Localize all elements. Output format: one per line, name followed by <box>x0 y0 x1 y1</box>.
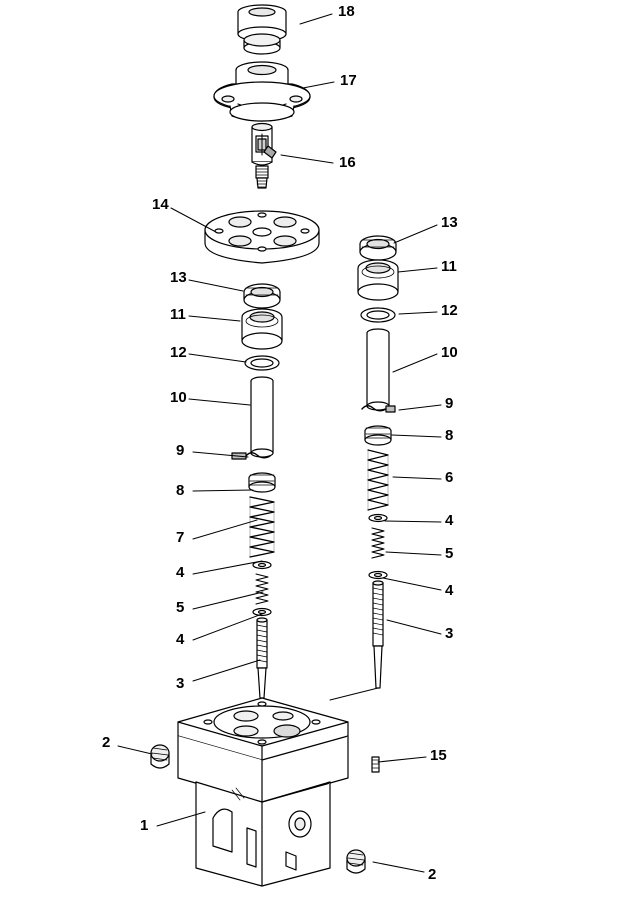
callout-15: 15 <box>430 747 447 764</box>
part-4-right-washer-upper <box>369 515 387 522</box>
callout-13-left: 13 <box>170 269 187 286</box>
part-15-pin <box>372 757 379 772</box>
callout-7: 7 <box>176 529 185 546</box>
part-2-plug-bottom <box>347 850 365 873</box>
callout-5-right: 5 <box>445 545 454 562</box>
callout-6: 6 <box>445 469 454 486</box>
callout-10-right: 10 <box>441 344 458 361</box>
part-7-spring <box>250 497 274 557</box>
callout-12-left: 12 <box>170 344 187 361</box>
callout-3-left: 3 <box>176 675 185 692</box>
part-3-left-plunger <box>257 618 267 698</box>
part-13-right-seal <box>360 236 396 260</box>
callout-3-right: 3 <box>445 625 454 642</box>
callout-9-left: 9 <box>176 442 185 459</box>
callout-2-top: 2 <box>102 734 111 751</box>
callout-4-right-lower: 4 <box>445 582 454 599</box>
callout-4-left-lower: 4 <box>176 631 185 648</box>
callout-10-left: 10 <box>170 389 187 406</box>
part-17-flange-body <box>214 62 310 121</box>
callout-9-right: 9 <box>445 395 454 412</box>
callout-14: 14 <box>152 196 169 213</box>
part-10-right-sleeve <box>367 329 389 410</box>
part-11-right-bushing <box>358 260 398 300</box>
callout-17: 17 <box>340 72 357 89</box>
part-13-left-seal <box>244 284 280 308</box>
callout-4-left-upper: 4 <box>176 564 185 581</box>
part-10-left-sleeve <box>251 377 273 457</box>
part-16-stem <box>252 124 276 189</box>
callout-5-left: 5 <box>176 599 185 616</box>
part-3-right-plunger <box>373 581 383 688</box>
part-8-left-seat <box>249 473 275 492</box>
callout-2-bottom: 2 <box>428 866 437 883</box>
part-11-left-bushing <box>242 309 282 349</box>
callout-12-right: 12 <box>441 302 458 319</box>
callout-8-left: 8 <box>176 482 185 499</box>
part-14-cover-plate <box>205 211 319 263</box>
part-5-right-spring <box>372 528 384 558</box>
part-12-left-oring <box>245 356 279 370</box>
callout-11-right: 11 <box>441 258 457 275</box>
callout-4-right-upper: 4 <box>445 512 454 529</box>
callout-13-right: 13 <box>441 214 458 231</box>
callout-11-left: 11 <box>170 306 186 323</box>
part-2-plug-top <box>151 745 169 768</box>
part-6-spring <box>368 450 388 510</box>
callout-8-right: 8 <box>445 427 454 444</box>
part-4-right-washer-lower <box>369 572 387 579</box>
part-12-right-oring <box>361 308 395 322</box>
part-18-cap <box>238 5 286 54</box>
part-1-valve-body <box>178 698 348 886</box>
part-5-left-spring <box>256 574 268 604</box>
callout-16: 16 <box>339 154 356 171</box>
part-8-right-seat <box>365 426 391 445</box>
callout-18: 18 <box>338 3 355 20</box>
callout-1: 1 <box>140 817 149 834</box>
